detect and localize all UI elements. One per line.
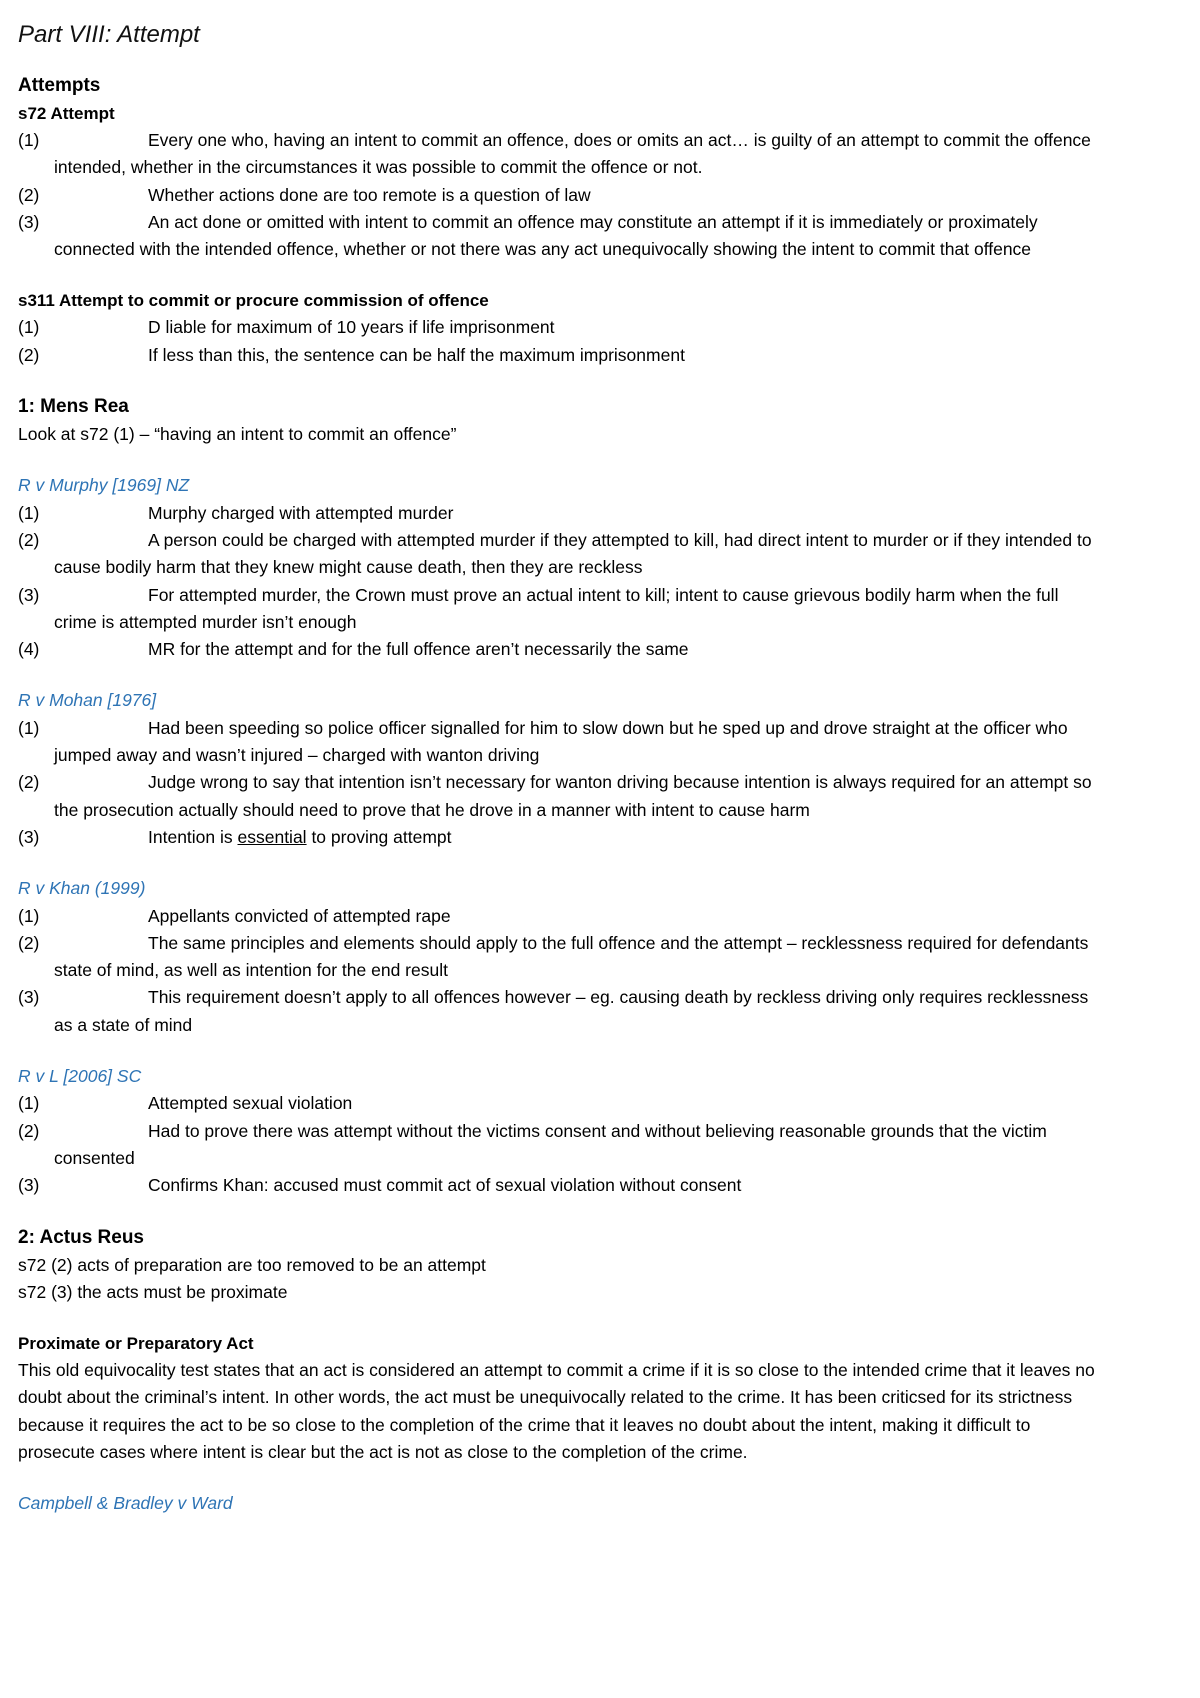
case-title-murphy: R v Murphy [1969] NZ [18, 475, 190, 496]
item-text-post: to proving attempt [306, 826, 452, 847]
s311-list [18, 314, 1098, 369]
item-text: Had been speeding so police officer signalled for him to slow down but he sped up and drove straight at the officer who jumped away and wasn’t injured – charged with wanton driving [54, 717, 1068, 766]
item-number: (3) [18, 826, 40, 847]
item-text: Confirms Khan: accused must commit act of sexual violation without consent [148, 1175, 742, 1196]
list-item [18, 527, 1098, 582]
item-text: Attempted sexual violation [148, 1093, 353, 1114]
item-number: (2) [18, 184, 40, 205]
list-item [18, 1090, 1098, 1117]
item-number: (2) [18, 1120, 40, 1141]
item-number: (3) [18, 1175, 40, 1196]
proximate-paragraph: This old equivocality test states that an act is considered an attempt to commit a crime if it is so close to the intended crime that it leaves no doubt about the criminal’s intent. In other words, the act must be unequivocally related to the crime. It has been criticsed for its strictness because it requires the act to be so close to the completion of the crime that it leaves no doubt about the intent, making it difficult to prosecute cases where intent is clear but the act is not as close to the completion of the crime. [18, 1360, 1095, 1462]
list-item [18, 127, 1098, 182]
list-item [18, 209, 1098, 264]
murphy-list [18, 500, 1098, 664]
list-item [18, 1118, 1098, 1173]
page-title: Part VIII: Attempt [18, 21, 200, 48]
case-title-rvl: R v L [2006] SC [18, 1066, 142, 1087]
item-text: Every one who, having an intent to commit an offence, does or omits an act… is guilty of an attempt to commit the offence intended, whether in the circumstances it was possible to commit the offence or not. [54, 130, 1091, 178]
item-number: (3) [18, 987, 40, 1008]
case-title-mohan: R v Mohan [1976] [18, 690, 157, 711]
item-text: The same principles and elements should apply to the full offence and the attempt – recklessness required for defendants state of mind, as well as intention for the end result [54, 932, 1089, 981]
item-text: This requirement doesn’t apply to all offences however – eg. causing death by reckless driving only requires recklessness as a state of mind [54, 987, 1089, 1035]
mens-rea-heading: 1: Mens Rea [18, 396, 129, 418]
item-number: (2) [18, 529, 40, 550]
proximate-heading: Proximate or Preparatory Act [18, 1334, 254, 1354]
attempts-heading: Attempts [18, 75, 101, 96]
underlined-word: essential [237, 826, 307, 847]
list-item [18, 342, 1098, 369]
list-item [18, 769, 1098, 824]
list-item [18, 182, 1098, 209]
list-item [18, 824, 1098, 851]
s311-heading: s311 Attempt to commit or procure commission of offence [18, 291, 489, 311]
item-number: (3) [18, 211, 40, 232]
list-item [18, 636, 1098, 663]
rvl-list [18, 1090, 1098, 1199]
item-text: MR for the attempt and for the full offence aren’t necessarily the same [148, 639, 689, 660]
document-page [18, 18, 1098, 1518]
item-number: (1) [18, 502, 40, 523]
item-text: Appellants convicted of attempted rape [148, 905, 451, 926]
item-number: (4) [18, 639, 40, 660]
list-item [18, 903, 1098, 930]
list-item [18, 500, 1098, 527]
item-number: (1) [18, 1093, 40, 1114]
case-title-campbell: Campbell & Bradley v Ward [18, 1493, 233, 1514]
actus-reus-line-1: s72 (2) acts of preparation are too removed to be an attempt [18, 1254, 486, 1275]
item-text: A person could be charged with attempted murder if they attempted to kill, had direct intent to murder or if they intended to cause bodily harm that they knew might cause death, then they are reckless [54, 529, 1092, 578]
mohan-list [18, 715, 1098, 851]
khan-list [18, 903, 1098, 1039]
item-text: Murphy charged with attempted murder [148, 502, 454, 523]
case-title-khan: R v Khan (1999) [18, 878, 146, 899]
item-number: (1) [18, 317, 40, 338]
item-text: For attempted murder, the Crown must prove an actual intent to kill; intent to cause grievous bodily harm when the full crime is attempted murder isn’t enough [54, 584, 1059, 632]
item-text: Had to prove there was attempt without the victims consent and without believing reasonable grounds that the victim consented [54, 1120, 1047, 1168]
mens-rea-intro: Look at s72 (1) – “having an intent to commit an offence” [18, 424, 457, 445]
list-item [18, 930, 1098, 985]
item-number: (2) [18, 344, 40, 365]
s72-list [18, 127, 1098, 263]
item-text: If less than this, the sentence can be half the maximum imprisonment [148, 344, 685, 365]
s72-heading: s72 Attempt [18, 104, 115, 123]
list-item [18, 715, 1098, 770]
list-item [18, 582, 1098, 637]
list-item [18, 314, 1098, 341]
item-text: D liable for maximum of 10 years if life imprisonment [148, 317, 555, 338]
item-number: (3) [18, 584, 40, 605]
item-number: (1) [18, 130, 40, 150]
list-item [18, 984, 1098, 1039]
item-number: (2) [18, 932, 40, 953]
item-text: An act done or omitted with intent to commit an offence may constitute an attempt if it is immediately or proximately connected with the intended offence, whether or not there was any act unequivocally showing the intent to commit that offence [54, 211, 1038, 260]
item-number: (1) [18, 905, 40, 926]
actus-reus-heading: 2: Actus Reus [18, 1226, 144, 1248]
item-text-pre: Intention is [148, 826, 238, 847]
item-number: (1) [18, 717, 40, 738]
item-text [54, 827, 452, 847]
item-text: Whether actions done are too remote is a question of law [148, 184, 591, 205]
list-item [18, 1172, 1098, 1199]
item-text: Judge wrong to say that intention isn’t necessary for wanton driving because intention is always required for an attempt so the prosecution actually should need to prove that he drove in a manner with intent to cause harm [54, 772, 1092, 820]
item-number: (2) [18, 772, 40, 793]
actus-reus-line-2: s72 (3) the acts must be proximate [18, 1281, 288, 1302]
